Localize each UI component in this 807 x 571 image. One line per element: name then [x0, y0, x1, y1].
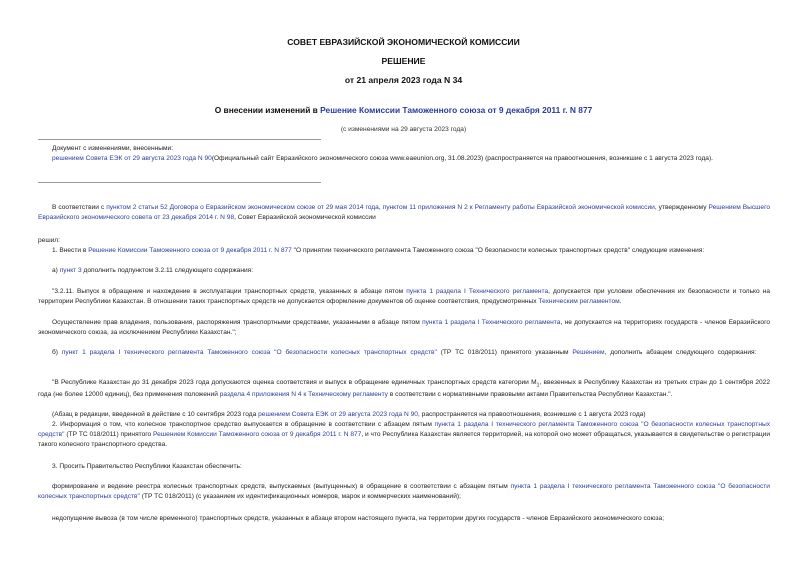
registry-paragraph: формирование и ведение реестра колесных транспортных средств, выпускаемых (выпущенных) в обращение в соответствии с абзацем пятым пункта 1 раздела I технического регламента Таможенного союза "О безопасности колесных транспортных средств" (ТР ТС 018/2011) (с указанием их идентификационных номеров, марок и коммерческих наименований); [38, 483, 770, 500]
treaty-link[interactable]: пунктом 2 статьи 52 Договора о Евразийском экономическом союзе от 29 мая 2014 года [106, 204, 379, 211]
changes-intro: Документ с изменениями, внесенными: [52, 145, 174, 152]
annex-4-section-4-link[interactable]: раздела 4 приложения N 4 к Техническому регламенту [219, 391, 388, 399]
item-1: 1. Внести в Решение Комиссии Таможенного союза от 9 декабря 2011 г. N 877 "О принятии технического регламента Таможенного союза "О безопасности колесных транспортных средств" следующие изменения: [52, 247, 705, 254]
technical-regulation-link[interactable]: Техническим регламентом [538, 298, 620, 305]
point-3-link[interactable]: пункт 3 [59, 267, 82, 274]
document-type: РЕШЕНИЕ [381, 56, 426, 66]
item-1a: а) пункт 3 дополнить подпунктом 3.2.11 следующего содержания: [52, 267, 254, 274]
bottom-divider [38, 182, 321, 183]
section-1-link[interactable]: пункта 1 раздела I Технического регламента [406, 288, 549, 295]
subpoint-3-2-11: "3.2.11. Выпуск в обращение и нахождение в эксплуатации транспортных средств, указанных в абзаце пятом пункта 1 раздела I Технического регламента, допускается при условии обеспечения их безопасности и только на территории Республики Казахстан. В отношении таких транспортных средств не допускается оформление документов об оценке соответствия, предусмотренных Техническим регламентом. [38, 288, 770, 305]
document-subject: О внесении изменений в Решение Комиссии Таможенного союза от 9 декабря 2011 г. N 877 [214, 105, 593, 115]
decision-link[interactable]: Решением [572, 349, 605, 356]
document-date-number: от 21 апреля 2023 года N 34 [344, 75, 463, 85]
issuing-body: СОВЕТ ЕВРАЗИЙСКОЙ ЭКОНОМИЧЕСКОЙ КОМИССИИ [287, 37, 520, 47]
tr-ts-018-link-2[interactable]: пункта 1 раздела I технического регламента Таможенного союза "О безопасности колесных транспортных средств" [38, 421, 771, 438]
regulation-annex-link[interactable]: пунктом 11 приложения N 2 к Регламенту работы Евразийской экономической комиссии [382, 204, 655, 211]
subject-link[interactable]: Решение Комиссии Таможенного союза от 9 декабря 2011 г. N 877 [320, 105, 593, 115]
tr-ts-018-link-3[interactable]: пункта 1 раздела I технического регламента Таможенного союза "О безопасности колесных транспортных средств" [38, 483, 770, 500]
supreme-council-decision-link[interactable]: Решением Высшего Евразийского экономического совета от 23 декабря 2014 г. N 98 [38, 204, 771, 221]
preamble: В соответствии с пунктом 2 статьи 52 Договора о Евразийском экономическом союзе от 29 мая 2014 года, пунктом 11 приложения N 2 к Регламенту работы Евразийской экономической комиссии, утвержденному Решением Высшего Евразийского экономического совета от 23 декабря 2014 г. N 98, Совет Евразийской экономической комиссии [38, 204, 771, 221]
item-1b: б) пункт 1 раздела I технического регламента Таможенного союза "О безопасности колесных транспортных средств" (ТР ТС 018/2011) принятого указанным Решением, дополнить абзацем следующего содержания: [52, 349, 757, 356]
ownership-paragraph: Осуществление прав владения, пользования, распоряжения транспортными средствами, указанными в абзаце пятом пункта 1 раздела I Технического регламента, не допускается на территориях государств - членов Евразийского экономического союза, за исключением Республики Казахстан."; [38, 319, 770, 336]
changes-list: решением Совета ЕЭК от 29 августа 2023 года N 90(Официальный сайт Евразийского экономического союза www.eaeunion.org, 31.08.2023) (распространяется на правоотношения, возникшие с 1 августа 2023 года). [52, 155, 713, 162]
kazakhstan-paragraph: "В Республике Казахстан до 31 декабря 2023 года допускаются оценка соответствия и выпуск в обращение единичных транспортных средств категории $М_1$, ввезенных в Республику Казахстан из третьих стран до 1 сентября 2022 года (не более 12000 единиц), без применения положений раздела 4 приложения N 4 к Техническому регламенту в соответствии с нормативными правовыми актами Правительства Республики Казахстан.". [38, 379, 771, 399]
decision-877-link[interactable]: Решение Комиссии Таможенного союза от 9 декабря 2011 г. N 877 [88, 247, 292, 254]
item-2: 2. Информация о том, что колесное транспортное средство выпускается в обращение в соответствии с абзацем пятым пункта 1 раздела I технического регламента Таможенного союза "О безопасности колесных транспортных средств" (ТР ТС 018/2011) принятого Решением Комиссии Таможенного союза от 9 декабря 2011 г. N 877, и что Республика Казахстан является территорией, на которой оно может обращаться, указывается в свидетельстве о регистрации такого колесного транспортного средства. [38, 421, 771, 448]
decision-877-link-2[interactable]: Решением Комиссии Таможенного союза от 9 декабря 2011 г. N 877 [153, 431, 362, 438]
amendment-note: (Абзац в редакции, введенной в действие с 10 сентября 2023 года решением Совета ЕЭК от 29 августа 2023 года N 90, распространяется на правоотношения, возникшие с 1 августа 2023 года) [52, 411, 646, 418]
revision-note: (с изменениями на 29 августа 2023 года) [340, 126, 467, 133]
item-3: 3. Просить Правительство Республики Казахстан обеспечить: [52, 463, 242, 470]
section-1-link-2[interactable]: пункта 1 раздела I Технического регламента [422, 319, 561, 326]
tr-ts-018-link[interactable]: пункт 1 раздела I технического регламента Таможенного союза "О безопасности колесных транспортных средств" [61, 349, 437, 356]
resolved-label: решил: [38, 237, 60, 244]
amendment-decision-link[interactable]: решением Совета ЕЭК от 29 августа 2023 года N 90 [258, 411, 418, 418]
top-divider [38, 139, 321, 140]
export-paragraph: недопущение вывоза (в том числе временного) транспортных средств, указанных в абзаце втором настоящего пункта, на территории других государств - членов Евразийского экономического союза; [52, 515, 665, 522]
changes-decision-link[interactable]: решением Совета ЕЭК от 29 августа 2023 года N 90 [52, 155, 212, 162]
